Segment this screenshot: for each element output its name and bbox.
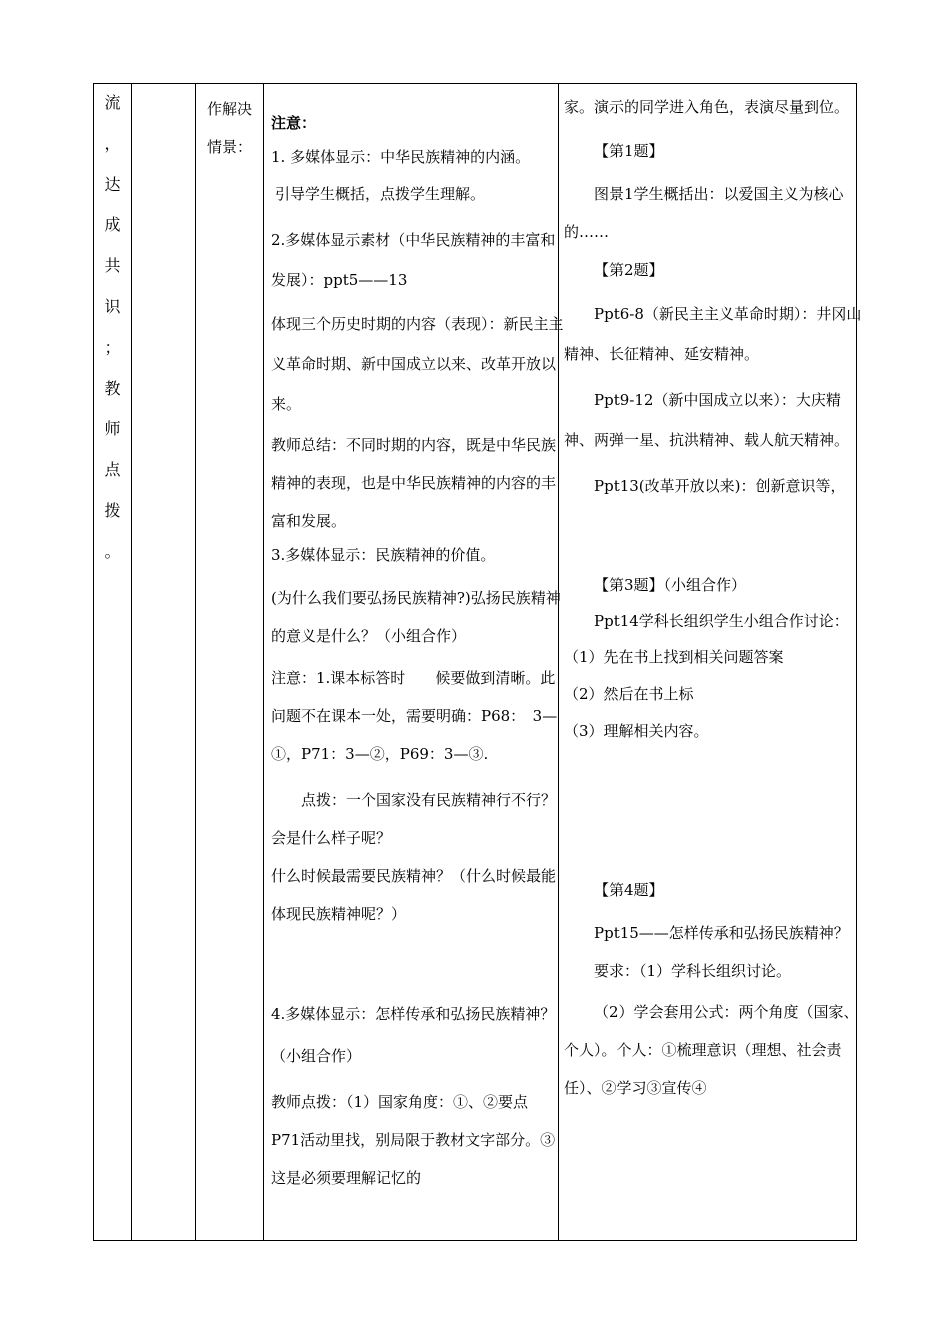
question-3-part-3: （3）理解相关内容。: [564, 722, 709, 740]
question-3-part-2: （2）然后在书上标: [564, 685, 694, 703]
stage-char: 成: [104, 215, 121, 235]
notes-heading: 注意：: [271, 114, 317, 132]
stage-char: 拨: [104, 500, 121, 520]
question-2-part-3: Ppt13(改革开放以来)：创新意识等，: [594, 477, 846, 495]
stage-char: 。: [104, 541, 121, 561]
stage-char: 师: [104, 419, 121, 439]
activity-line: 情景：: [207, 138, 253, 156]
item-3: 3.多媒体显示：民族精神的价值。: [271, 546, 496, 564]
question-3-part-1: Ppt14学科长组织学生小组合作讨论：（1）先在书上找到相关问题答案: [564, 612, 849, 666]
teacher-activity-column: [263, 84, 572, 1240]
stage-char: 达: [104, 174, 121, 194]
student-activity-column: [558, 84, 868, 1240]
item-1: 1. 多媒体显示：中华民族精神的内涵。: [271, 148, 531, 166]
stage-char: ，: [104, 133, 121, 153]
item-1-note: 引导学生概括，点拨学生理解。: [275, 185, 486, 203]
item-2: 2.多媒体显示素材（中华民族精神的丰富和发展）：ppt5——13: [271, 231, 556, 289]
question-4-part-2: 要求：（1）学科长组织讨论。: [594, 962, 792, 980]
question-3-title: 【第3题】（小组合作）: [594, 576, 747, 594]
item-3-tip: 点拨：一个国家没有民族精神行不行？会是什么样子呢？: [271, 791, 557, 847]
question-4-part-1: Ppt15——怎样传承和弘扬民族精神？: [594, 924, 849, 942]
item-3-note: 注意：1.课本标答时 候要做到清晰。此问题不在课本一处，需要明确：P68： 3—①，P71：3—②，P69：3—③.: [271, 669, 558, 763]
question-4-title: 【第4题】: [594, 881, 664, 899]
item-4: 4.多媒体显示：怎样传承和弘扬民族精神？（小组合作）: [271, 1005, 556, 1065]
item-3-question: (为什么我们要弘扬民族精神?)弘扬民族精神的意义是什么？（小组合作）: [271, 589, 561, 645]
empty-column: [131, 84, 195, 1240]
stage-char: 共: [104, 256, 121, 276]
question-2-part-1: Ppt6-8（新民主主义革命时期）：井冈山精神、长征精神、延安精神。: [564, 305, 862, 363]
stage-char: ；: [104, 337, 121, 357]
question-2-part-2: Ppt9-12（新中国成立以来）：大庆精神、两弹一星、抗洪精神、载人航天精神。: [564, 391, 850, 449]
question-1-body: 图景1学生概括出：以爱国主义为核心的……: [564, 185, 844, 241]
question-4-part-3: （2）学会套用公式：两个角度（国家、个人）。个人：①梳理意识（理想、社会责任）、②学习③宣传④: [564, 1003, 859, 1097]
question-1-title: 【第1题】: [594, 142, 664, 160]
item-4-tip: 教师点拨：（1）国家角度：①、②要点 P71活动里找，别局限于教材文字部分。③这是必须要理解记忆的: [271, 1093, 556, 1187]
activity-line: 作解决: [207, 100, 253, 118]
intro-text: 家。演示的同学进入角色，表演尽量到位。: [564, 98, 850, 116]
item-2-summary: 教师总结：不同时期的内容，既是中华民族精神的表现，也是中华民族精神的内容的丰富和发展。: [271, 436, 557, 530]
stage-char: 识: [104, 296, 121, 316]
stage-char: 流: [104, 93, 121, 112]
stage-column: [94, 84, 131, 1240]
stage-char: 点: [104, 460, 121, 480]
item-2-detail: 体现三个历史时期的内容（表现）：新民主主义革命时期、新中国成立以来、改革开放以来。: [271, 315, 564, 413]
stage-char: 教: [104, 378, 121, 398]
item-3-tip-2: 什么时候最需要民族精神？（什么时候最能体现民族精神呢？）: [271, 867, 557, 923]
lesson-table: [93, 83, 862, 1241]
question-2-title: 【第2题】: [594, 261, 664, 279]
